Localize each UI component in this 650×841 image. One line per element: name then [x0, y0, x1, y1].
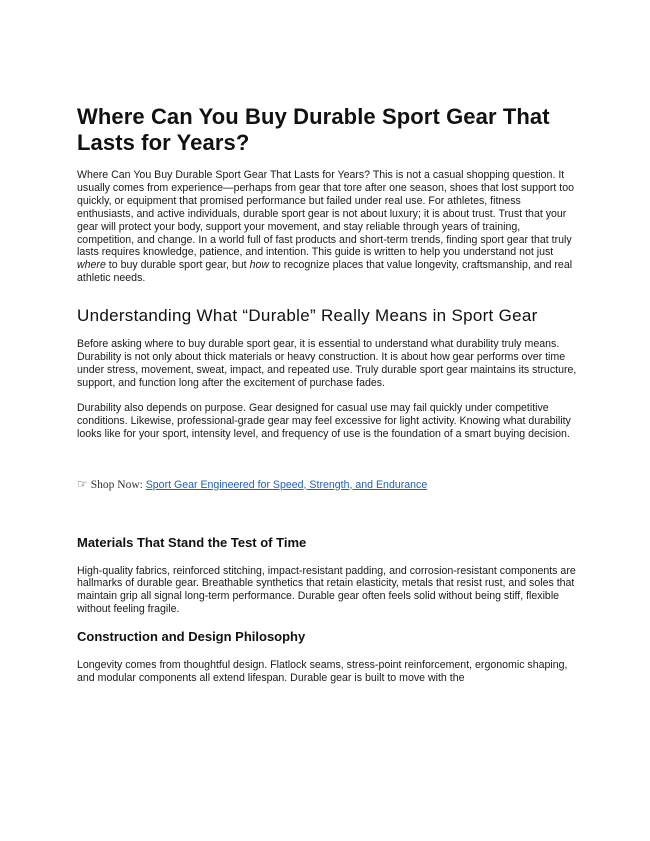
intro-text-2: to buy durable sport gear, but: [105, 259, 250, 272]
construction-paragraph: Longevity comes from thoughtful design. Flatlock seams, stress-point reinforcement, ergonomic shaping, and modular components all extend lifespan. Durable gear is built to move with the: [77, 659, 568, 685]
pointing-hand-icon: ☞: [77, 476, 88, 491]
intro-text-1: Where Can You Buy Durable Sport Gear That Lasts for Years? This is not a casual shopping question. It usually comes from experience—perhaps from gear that tore after one season, shoes that lost support too quickly, or equipment that promised performance but failed under real use. For athletes, fitness enthusiasts, and active individuals, durable sport gear is not about luxury; it is about trust. Trust that your gear will protect your body, support your movement, and stay reliable through years of training, competition, and change. In a world full of fast products and short-term trends, finding sport gear that truly lasts requires knowledge, patience, and intention. This guide is written to help you understand not just: [77, 169, 574, 259]
materials-paragraph: High-quality fabrics, reinforced stitching, impact-resistant padding, and corrosion-resistant components are hallmarks of durable gear. Breathable synthetics that retain elasticity, metals that resist rust, and soles that maintain grip all signal long-term performance. Durable gear often feels solid without being stiff, flexible without feeling fragile.: [77, 564, 576, 616]
shop-now-label: Shop Now:: [90, 478, 143, 491]
intro-emphasis-how: how: [249, 259, 269, 272]
page-title: Where Can You Buy Durable Sport Gear That Lasts for Years?: [77, 104, 550, 155]
durable-paragraph-2: Durability also depends on purpose. Gear designed for casual use may fail quickly under competitive conditions. Likewise, professional-grade gear may feel excessive for light activity. Knowing what durability looks like for your sport, intensity level, and frequency of use is the foundation of a smart buying decision.: [77, 401, 571, 440]
construction-heading: Construction and Design Philosophy: [77, 629, 306, 645]
document-content: [77, 104, 577, 685]
shop-now-link[interactable]: Sport Gear Engineered for Speed, Strength, and Endurance: [145, 478, 428, 491]
shop-now-line: [77, 477, 577, 492]
materials-heading: Materials That Stand the Test of Time: [77, 534, 307, 550]
intro-text-3: to recognize places that value longevity, craftsmanship, and real athletic needs.: [77, 259, 573, 285]
intro-emphasis-where: where: [77, 259, 106, 272]
durable-paragraph-1: Before asking where to buy durable sport gear, it is essential to understand what durability truly means. Durability is not only about thick materials or heavy construction. It is about how gear performs over time under stress, movement, sweat, impact, and repeated use. Truly durable sport gear maintains its structure, support, and function long after the excitement of purchase fades.: [77, 338, 577, 389]
section-heading-durable: Understanding What “Durable” Really Means in Sport Gear: [77, 306, 538, 326]
intro-paragraph: [77, 169, 577, 285]
